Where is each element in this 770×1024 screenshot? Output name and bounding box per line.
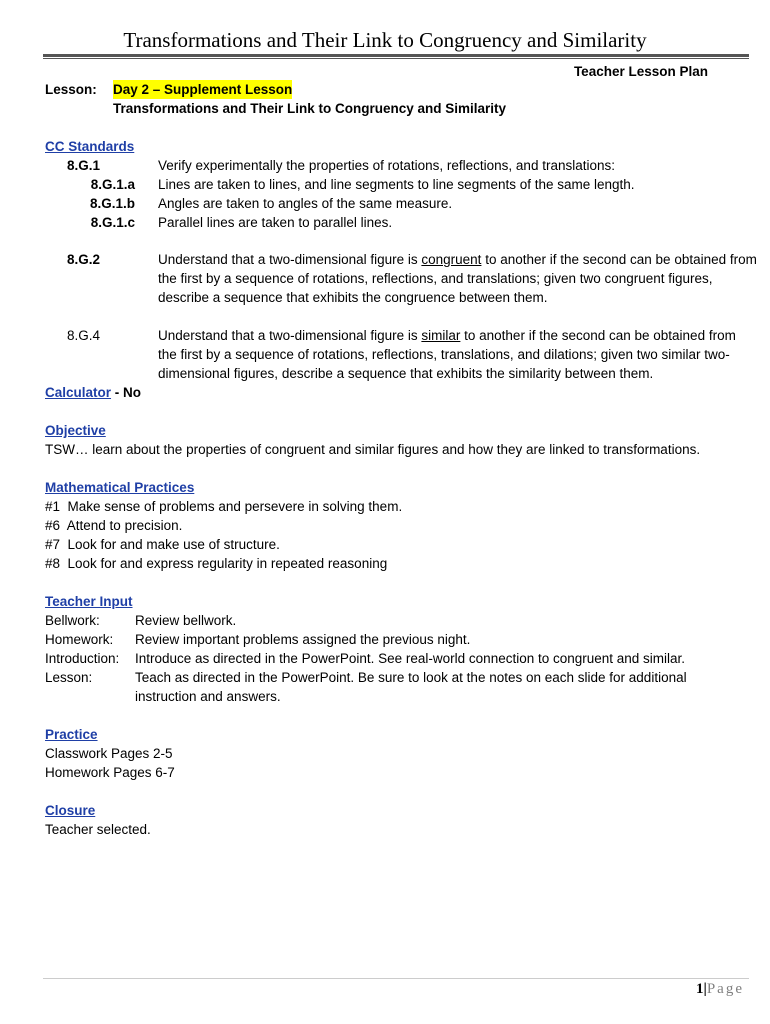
objective-section [45, 421, 750, 459]
standard-code: 8.G.1 [67, 158, 101, 173]
list-item: #6 Attend to precision. [45, 518, 183, 533]
list-item: #8 Look for and express regularity in repeated reasoning [45, 556, 388, 571]
standard-text: Angles are taken to angles of the same measure. [158, 196, 453, 211]
page-number: 1 [696, 981, 704, 997]
lesson-subtitle: Transformations and Their Link to Congruency and Similarity [113, 101, 507, 116]
input-label: Homework: [45, 632, 114, 647]
closure-section [45, 801, 750, 839]
standards-heading: CC Standards [45, 139, 135, 154]
standard-code: 8.G.4 [67, 328, 101, 343]
standard-code: 8.G.1.a [90, 177, 135, 192]
practice-heading: Practice [45, 727, 98, 742]
input-label: Bellwork: [45, 613, 100, 628]
keyword-congruent: congruent [421, 252, 482, 267]
input-text: Introduce as directed in the PowerPoint. See real-world connection to congruent and similar. [135, 651, 686, 666]
list-item: #1 Make sense of problems and persevere in solving them. [45, 499, 403, 514]
teacher-input-section [45, 592, 750, 706]
standard-code: 8.G.1.c [90, 215, 135, 230]
list-item: #7 Look for and make use of structure. [45, 537, 280, 552]
standard-g4 [45, 326, 750, 386]
closure-text: Teacher selected. [45, 822, 151, 837]
keyword-similar: similar [421, 328, 461, 343]
standard-text: Understand that a two-dimensional figure is congruent to another if the second can be obtained from the first by a sequence of rotations, reflections, and translations; given two congruent figures, describe a sequence that exhibits the congruence between them. [158, 252, 757, 305]
calculator-line: Calculator - No [45, 385, 142, 400]
input-label: Lesson: [45, 670, 93, 685]
calculator-heading: Calculator [45, 385, 112, 400]
standard-text: Understand that a two-dimensional figure is similar to another if the second can be obtained from the first by a sequence of rotations, reflections, translations, and dilations; given two similar two-dimensional figures, describe a sequence that exhibits the similarity between them. [158, 328, 736, 381]
header-rule [43, 54, 749, 57]
document-title: Transformations and Their Link to Congruency and Similarity [123, 28, 647, 52]
footer-separator: | [703, 981, 707, 997]
standards-section [45, 137, 750, 232]
practices-section [45, 478, 750, 573]
standard-code: 8.G.2 [67, 252, 101, 267]
standard-text: Lines are taken to lines, and line segments to line segments of the same length. [158, 177, 635, 192]
teacher-input-heading: Teacher Input [45, 594, 133, 609]
lesson-day: Day 2 – Supplement Lesson [113, 82, 293, 97]
practices-heading: Mathematical Practices [45, 480, 195, 495]
input-label: Introduction: [45, 651, 120, 666]
input-text: Review bellwork. [135, 613, 237, 628]
objective-heading: Objective [45, 423, 106, 438]
lesson-label: Lesson: [45, 82, 97, 97]
doc-type-label: Teacher Lesson Plan [573, 64, 708, 79]
input-text: Teach as directed in the PowerPoint. Be sure to look at the notes on each slide for additional instruction and answers. [135, 670, 687, 704]
list-item: Homework Pages 6-7 [45, 765, 175, 780]
list-item: Classwork Pages 2-5 [45, 746, 173, 761]
standard-code: 8.G.1.b [89, 196, 135, 211]
closure-heading: Closure [45, 803, 96, 818]
lesson-block [45, 80, 750, 118]
standard-text: Verify experimentally the properties of rotations, reflections, and translations: [158, 158, 615, 173]
standard-text: Parallel lines are taken to parallel lines. [158, 215, 393, 230]
calculator-value: No [123, 385, 142, 400]
input-text: Review important problems assigned the previous night. [135, 632, 471, 647]
page-footer [696, 980, 744, 999]
practice-section [45, 725, 750, 782]
objective-text: TSW… learn about the properties of congruent and similar figures and how they are linked to transformations. [45, 442, 701, 457]
standard-g2 [45, 250, 757, 310]
page-label: Page [706, 981, 744, 997]
header-rule-thin [43, 58, 749, 59]
footer-rule [43, 978, 749, 979]
